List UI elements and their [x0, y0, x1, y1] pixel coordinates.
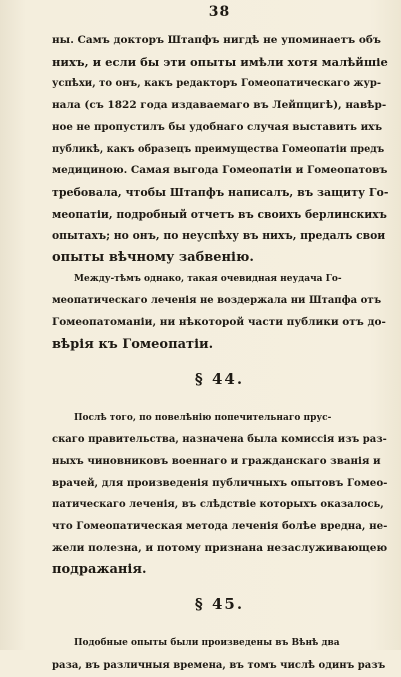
text-line: Между-тѣмъ однако, такая очевидная неудача Го- — [74, 273, 342, 284]
text-line: опыты вѣчному забвенію. — [52, 250, 254, 266]
text-line: ное не пропустилъ бы удобнаго случая выставить ихъ — [52, 120, 383, 133]
page-number: 38 — [208, 4, 231, 20]
text-line: врачей, для произведенія публичныхъ опытовъ Гомео- — [52, 476, 388, 489]
text-line: ныхъ чиновниковъ военнаго и гражданскаго званія и — [52, 454, 381, 467]
paragraph-1 — [52, 30, 387, 269]
text-line: меопатическаго леченія не воздержала ни Штапфа отъ — [52, 295, 382, 307]
text-line: вѣрія къ Гомеопатіи. — [52, 336, 214, 352]
text-line: подражанія. — [52, 562, 147, 578]
text-line: скаго правительства, назначена была комиссія изъ раз- — [52, 434, 387, 446]
section-heading-44: § 44. — [194, 369, 245, 388]
text-line: что Гомеопатическая метода леченія болѣе вредна, не- — [52, 520, 388, 533]
text-line: успѣхи, то онъ, какъ редакторъ Гомеопатическаго жур- — [52, 78, 382, 90]
paragraph-section-44 — [52, 408, 387, 582]
text-line: медициною. Самая выгода Гомеопатіи и Гомеопатовъ — [52, 164, 388, 177]
paragraph-2 — [52, 269, 387, 356]
text-line: жели полезна, и потому признана незаслуживающею — [52, 541, 388, 554]
text-line: ны. Самъ докторъ Штапфъ нигдѣ не упоминаетъ объ — [52, 34, 381, 46]
text-line: патическаго леченія, въ слѣдствіе которыхъ оказалось, — [52, 499, 384, 511]
text-line: требовала, чтобы Штапфъ написалъ, въ защиту Го- — [52, 185, 389, 199]
text-line: нихъ, и если бы эти опыты имѣли хотя малѣйшіе — [52, 54, 388, 69]
text-line: Послѣ того, по повелѣнію попечительнаго прус- — [74, 412, 332, 423]
text-line: публикѣ, какъ образецъ преимущества Гомеопатіи предъ — [52, 143, 385, 155]
text-line: Гомеопатоманіи, ни нѣкоторой части публики отъ до- — [52, 316, 386, 329]
text-line: раза, въ различныя времена, въ томъ числѣ одинъ разъ — [52, 659, 386, 671]
text-line: меопатіи, подробный отчетъ въ своихъ берлинскихъ — [52, 207, 387, 221]
text-line: опытахъ; но онъ, по неуспѣху въ нихъ, предалъ свои — [52, 229, 386, 243]
paragraph-section-45 — [52, 633, 387, 676]
section-heading-45: § 45. — [194, 595, 245, 614]
text-line: нала (съ 1822 года издаваемаго въ Лейпцигѣ), навѣр- — [52, 99, 387, 112]
text-line: Подобные опыты были произведены въ Вѣнѣ два — [74, 638, 340, 649]
